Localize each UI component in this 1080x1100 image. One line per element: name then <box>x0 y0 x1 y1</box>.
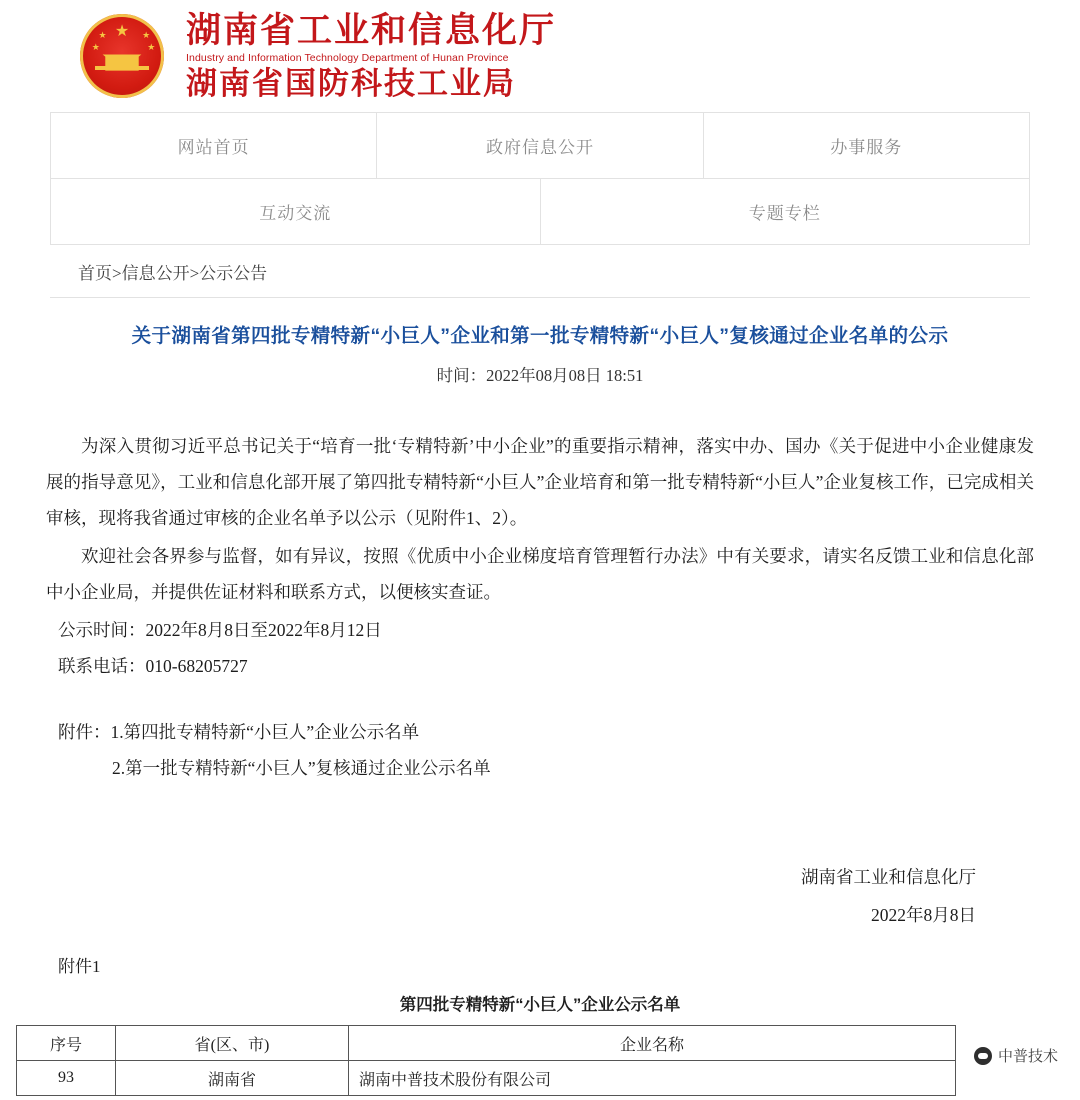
attachment-list <box>46 714 1034 786</box>
nav-row-1 <box>51 113 1029 179</box>
column-header-province: 省(区、市) <box>116 1026 349 1061</box>
publish-time: 时间：2022年08月08日 18:51 <box>436 366 644 385</box>
page-title: 关于湖南省第四批专精特新“小巨人”企业和第一批专精特新“小巨人”复核通过企业名单的公示 <box>131 325 949 347</box>
paragraph-1: 为深入贯彻习近平总书记关于“培育一批‘专精特新’中小企业”的重要指示精神，落实中办、国办《关于促进中小企业健康发展的指导意见》，工业和信息化部开展了第四批专精特新“小巨人”企业培育和第一批专精特新“小巨人”企业复核工作，已完成相关审核，现将我省通过审核的企业名单予以公示（见附件1、2）。 <box>46 436 1034 528</box>
nav-row-2 <box>51 179 1029 245</box>
signature-date: 2022年8月8日 <box>871 905 976 925</box>
site-title-english: Industry and Information Technology Department of Hunan Province <box>186 51 509 64</box>
nav-item-home[interactable]: 网站首页 <box>51 113 377 178</box>
site-header <box>0 0 1080 108</box>
watermark-text: 中普技术 <box>997 1049 1058 1065</box>
attachment-link-2[interactable]: 2.第一批专精特新“小巨人”复核通过企业公示名单 <box>112 758 491 778</box>
emblem-star: ★ <box>147 41 156 52</box>
site-titles <box>186 11 556 102</box>
watermark <box>974 1045 1058 1066</box>
wechat-account-icon <box>974 1047 992 1065</box>
nav-item-topics[interactable]: 专题专栏 <box>748 204 821 223</box>
national-emblem-icon <box>80 14 164 98</box>
main-navigation <box>50 112 1030 245</box>
nav-item-services[interactable]: 办事服务 <box>830 138 903 157</box>
attachment-list-label <box>58 714 1034 750</box>
signature-org: 湖南省工业和信息化厅 <box>801 867 976 887</box>
emblem-star: ★ <box>114 23 130 41</box>
paragraph-2: 欢迎社会各界参与监督，如有异议，按照《优质中小企业梯度培育管理暂行办法》中有关要求，请实名反馈工业和信息化部中小企业局，并提供佐证材料和联系方式，以便核实查证。 <box>46 546 1034 602</box>
cell-province: 湖南省 <box>116 1061 349 1096</box>
article-body <box>0 320 1080 934</box>
column-header-index: 序号 <box>17 1026 116 1061</box>
signature-block <box>46 858 1034 934</box>
site-title-primary: 湖南省工业和信息化厅 <box>186 10 557 50</box>
emblem-star: ★ <box>98 29 107 40</box>
attachment-label-text: 附件： <box>58 722 111 742</box>
table-header-row <box>17 1026 956 1061</box>
article-paragraphs <box>46 428 1034 610</box>
cell-index: 93 <box>17 1061 116 1096</box>
emblem-star: ★ <box>142 29 151 40</box>
nav-item-interaction[interactable]: 互动交流 <box>51 179 541 244</box>
company-list-table <box>16 1025 956 1096</box>
contact-phone: 联系电话：010-68205727 <box>58 656 248 676</box>
site-title-secondary: 湖南省国防科技工业局 <box>186 65 516 101</box>
table-row <box>17 1061 956 1096</box>
nav-item-gov-info[interactable]: 政府信息公开 <box>377 113 703 178</box>
emblem-star: ★ <box>91 41 100 52</box>
cell-company: 湖南中普技术股份有限公司 <box>349 1061 956 1096</box>
column-header-company: 企业名称 <box>349 1026 956 1061</box>
attachment-link-1[interactable]: 1.第四批专精特新“小巨人”企业公示名单 <box>110 722 420 742</box>
attachment-table-title: 第四批专精特新“小巨人”企业公示名单 <box>399 996 681 1014</box>
attachment-1-label: 附件1 <box>58 957 101 976</box>
emblem-bar <box>95 66 149 70</box>
publicity-period: 公示时间：2022年8月8日至2022年8月12日 <box>58 620 382 640</box>
breadcrumb[interactable]: 首页>信息公开>公示公告 <box>50 245 1030 298</box>
